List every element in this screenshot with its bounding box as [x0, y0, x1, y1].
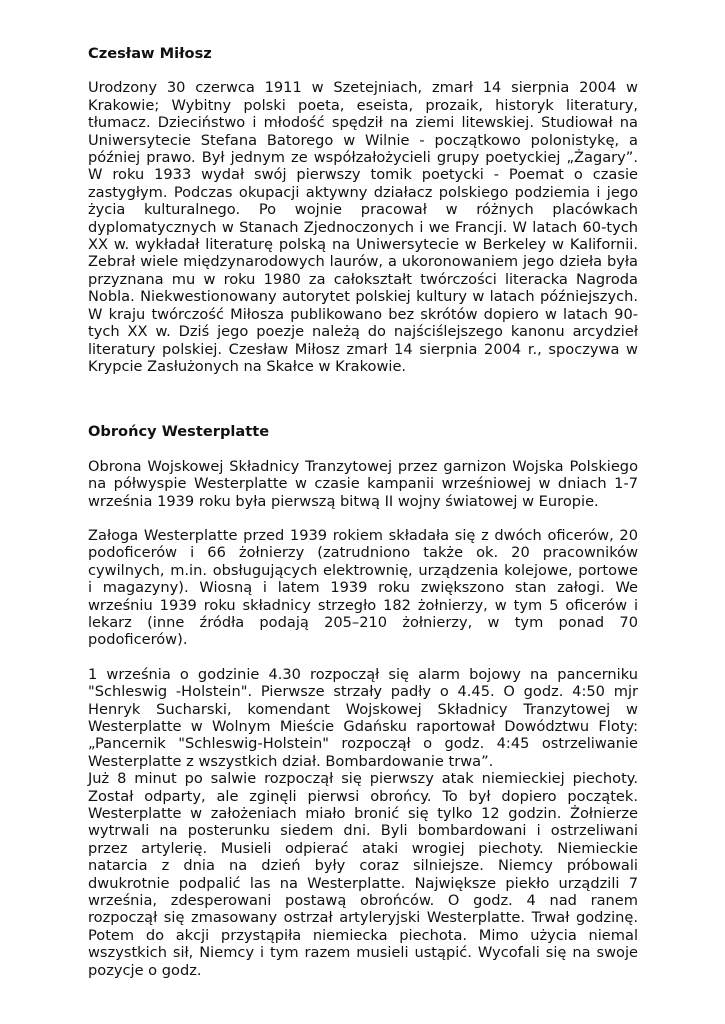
spacer — [88, 510, 638, 527]
spacer — [88, 62, 638, 79]
paragraph-milosz-biography: Urodzony 30 czerwca 1911 w Szetejniach, zmarł 14 sierpnia 2004 w Krakowie; Wybitny polski poeta, eseista, prozaik, historyk literatury, tłumacz. Dzieciństwo i młodość spędził na ziemi litewskiej. Studiował na Uniwersytecie Stefana Batorego w Wilnie - początkowo polonistykę, a później prawo. Był jednym ze współzałożycieli grupy poetyckiej „Żagary”. W roku 1933 wydał swój pierwszy tomik poetycki - Poemat o czasie zastygłym. Podczas okupacji aktywny działacz polskiego podziemia i jego życia kulturalnego. Po wojnie pracował w różnych placówkach dyplomatycznych w Stanach Zjednoczonych i we Francji. W latach 60-tych XX w. wykładał literaturę polską na Uniwersytecie w Berkeley w Kalifornii. Zebrał wiele międzynarodowych laurów, a ukoronowaniem jego dzieła była przyznana mu w roku 1980 za całokształt twórczości literacka Nagroda Nobla. Niekwestionowany autorytet polskiej kultury w latach późniejszych. W kraju twórczość Miłosza publikowano bez skrótów dopiero w latach 90-tych XX w. Dziś jego poezje należą do najściślejszego kanonu arcydzieł literatury polskiej. Czesław Miłosz zmarł 14 sierpnia 2004 r., spoczywa w Krypcie Zasłużonych na Skałce w Krakowie. — [88, 79, 638, 375]
paragraph-westerplatte-defense: Już 8 minut po salwie rozpoczął się pierwszy atak niemieckiej piechoty. Został odparty, ale zginęli pierwsi obrońcy. To był dopiero początek. Westerplatte w założeniach miało bronić się tylko 12 godzin. Żołnierze wytrwali na posterunku siedem dni. Byli bombardowani i ostrzeliwani przez artylerię. Musieli odpierać ataki wrogiej piechoty. Niemieckie natarcia z dnia na dzień były coraz silniejsze. Niemcy próbowali dwukrotnie podpalić las na Westerplatte. Największe piekło urządzili 7 września, zdesperowani postawą obrońców. O godz. 4 nad ranem rozpoczął się zmasowany ostrzał artyleryjski Westerplatte. Trwał godzinę. Potem do akcji przystąpiła niemiecka piechota. Mimo użycia niemal wszystkich sił, Niemcy i tym razem musieli ustąpić. Wycofali się na swoje pozycje o godz. — [88, 770, 638, 979]
spacer — [88, 375, 638, 423]
paragraph-westerplatte-garrison: Załoga Westerplatte przed 1939 rokiem składała się z dwóch oficerów, 20 podoficerów i 66 żołnierzy (zatrudniono także ok. 20 pracowników cywilnych, m.in. obsługujących elektrownię, urządzenia kolejowe, portowe i magazyny). Wiosną i latem 1939 roku zwiększono stan załogi. We wrześniu 1939 roku składnicy strzegło 182 żołnierzy, w tym 5 oficerów i lekarz (inne źródła podają 205–210 żołnierzy, w tym ponad 70 podoficerów). — [88, 526, 638, 649]
document-page — [88, 45, 638, 979]
paragraph-westerplatte-first-september: 1 września o godzinie 4.30 rozpoczął się alarm bojowy na pancerniku "Schleswig -Holstein". Pierwsze strzały padły o 4.45. O godz. 4:50 mjr Henryk Sucharski, komendant Wojskowej Składnicy Tranzytowej w Westerplatte w Wolnym Mieście Gdańsku raportował Dowództwu Floty: „Pancernik "Schleswig-Holstein" rozpoczął o godz. 4:45 ostrzeliwanie Westerplatte z wszystkich dział. Bombardowanie trwa”. — [88, 665, 638, 770]
heading-obroncy-westerplatte: Obrońcy Westerplatte — [88, 423, 270, 441]
spacer — [88, 441, 638, 458]
spacer — [88, 649, 638, 666]
paragraph-westerplatte-intro: Obrona Wojskowej Składnicy Tranzytowej przez garnizon Wojska Polskiego na półwyspie Westerplatte w czasie kampanii wrześniowej w dniach 1-7 września 1939 roku była pierwszą bitwą II wojny światowej w Europie. — [88, 457, 638, 510]
heading-czeslaw-milosz: Czesław Miłosz — [88, 45, 212, 62]
